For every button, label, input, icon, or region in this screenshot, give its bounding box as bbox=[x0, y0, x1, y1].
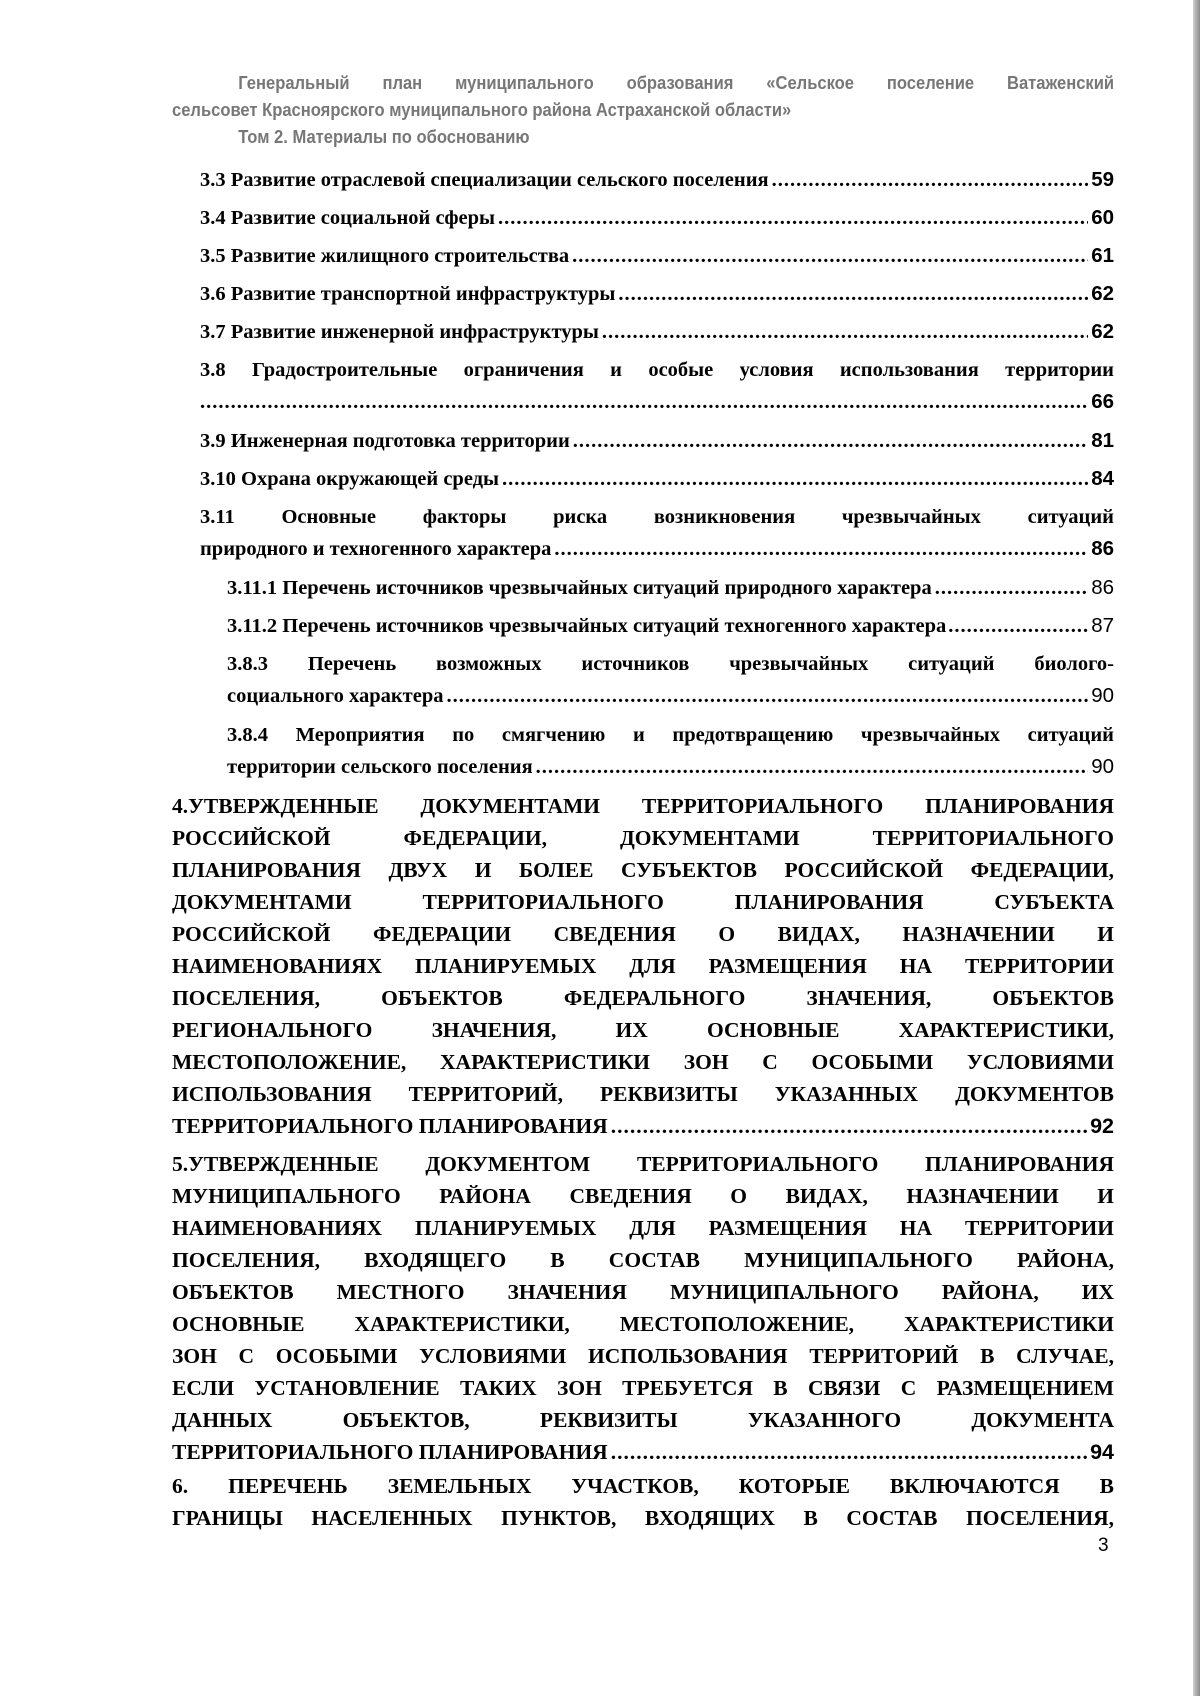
running-header bbox=[172, 70, 1115, 151]
header-line-1: Генеральный план муниципального образования «Сельское поселение Ватаженский bbox=[238, 73, 1115, 93]
toc-entry-line: ИСПОЛЬЗОВАНИЯ ТЕРРИТОРИЙ, РЕКВИЗИТЫ УКАЗАННЫХ ДОКУМЕНТОВ bbox=[172, 1082, 1114, 1106]
toc-entry-line-last: ТЕРРИТОРИАЛЬНОГО ПЛАНИРОВАНИЯ bbox=[172, 1440, 608, 1464]
toc-entry-line: НАИМЕНОВАНИЯХ ПЛАНИРУЕМЫХ ДЛЯ РАЗМЕЩЕНИЯ НА ТЕРРИТОРИИ bbox=[172, 954, 1114, 978]
toc-entry-line: ЗОН С ОСОБЫМИ УСЛОВИЯМИ ИСПОЛЬЗОВАНИЯ ТЕРРИТОРИЙ В СЛУЧАЕ, bbox=[172, 1344, 1114, 1368]
toc-entry-line: 6. ПЕРЕЧЕНЬ ЗЕМЕЛЬНЫХ УЧАСТКОВ, КОТОРЫЕ ВКЛЮЧАЮТСЯ В bbox=[172, 1474, 1114, 1498]
toc-leader bbox=[611, 1110, 1087, 1142]
toc-entry-3-8-3[interactable] bbox=[227, 648, 1114, 712]
toc-entry-line: ДОКУМЕНТАМИ ТЕРРИТОРИАЛЬНОГО ПЛАНИРОВАНИЯ СУБЪЕКТА bbox=[172, 890, 1114, 914]
toc-entry-line: ДАННЫХ ОБЪЕКТОВ, РЕКВИЗИТЫ УКАЗАННОГО ДОКУМЕНТА bbox=[172, 1408, 1114, 1432]
toc-entry-line: НАИМЕНОВАНИЯХ ПЛАНИРУЕМЫХ ДЛЯ РАЗМЕЩЕНИЯ НА ТЕРРИТОРИИ bbox=[172, 1216, 1114, 1240]
toc-entry-line: РЕГИОНАЛЬНОГО ЗНАЧЕНИЯ, ИХ ОСНОВНЫЕ ХАРАКТЕРИСТИКИ, bbox=[172, 1018, 1114, 1042]
toc-entry-line: ПОСЕЛЕНИЯ, ОБЪЕКТОВ ФЕДЕРАЛЬНОГО ЗНАЧЕНИЯ, ОБЪЕКТОВ bbox=[172, 986, 1114, 1010]
toc-page-number: 66 bbox=[1091, 390, 1114, 413]
toc-entry-4[interactable] bbox=[172, 790, 1114, 1142]
toc-entry-line: РОССИЙСКОЙ ФЕДЕРАЦИИ, ДОКУМЕНТАМИ ТЕРРИТОРИАЛЬНОГО bbox=[172, 826, 1114, 850]
header-line-3: Том 2. Материалы по обоснованию bbox=[238, 127, 530, 147]
toc-page-number: 90 bbox=[1091, 684, 1114, 707]
toc-entry-3-11[interactable] bbox=[200, 501, 1114, 565]
toc-leader bbox=[200, 386, 1088, 418]
toc-entry-title: 3.4 Развитие социальной сферы bbox=[200, 207, 496, 229]
toc-entry-3-6[interactable] bbox=[200, 278, 1114, 310]
toc-leader bbox=[573, 425, 1088, 457]
toc-entry-3-5[interactable] bbox=[200, 240, 1114, 272]
toc-leader bbox=[935, 572, 1088, 604]
toc-page-number: 60 bbox=[1091, 206, 1114, 229]
toc-leader bbox=[618, 278, 1088, 310]
toc-entry-title: 3.3 Развитие отраслевой специализации сельского поселения bbox=[200, 169, 769, 191]
toc-leader bbox=[948, 610, 1089, 642]
toc-entry-line-last: ТЕРРИТОРИАЛЬНОГО ПЛАНИРОВАНИЯ bbox=[172, 1114, 608, 1138]
toc-entry-title: 3.11.1 Перечень источников чрезвычайных ситуаций природного характера bbox=[227, 577, 932, 599]
toc-leader bbox=[447, 680, 1089, 712]
toc-entry-3-10[interactable] bbox=[200, 463, 1114, 495]
toc-entry-title: 3.9 Инженерная подготовка территории bbox=[200, 430, 570, 452]
toc-entry-title-cont: социального характера bbox=[227, 685, 444, 707]
toc-page-number: 62 bbox=[1091, 282, 1114, 305]
page-number: 3 bbox=[1098, 1535, 1109, 1556]
toc-page-number: 59 bbox=[1091, 168, 1114, 191]
toc-entry-title: 3.7 Развитие инженерной инфраструктуры bbox=[200, 321, 599, 343]
toc-entry-line: ГРАНИЦЫ НАСЕЛЕННЫХ ПУНКТОВ, ВХОДЯЩИХ В СОСТАВ ПОСЕЛЕНИЯ, bbox=[172, 1506, 1114, 1530]
toc-entry-3-11-1[interactable] bbox=[227, 572, 1114, 604]
toc-entry-line: 5.УТВЕРЖДЕННЫЕ ДОКУМЕНТОМ ТЕРРИТОРИАЛЬНОГО ПЛАНИРОВАНИЯ bbox=[172, 1152, 1114, 1176]
toc-entry-line: МУНИЦИПАЛЬНОГО РАЙОНА СВЕДЕНИЯ О ВИДАХ, НАЗНАЧЕНИИ И bbox=[172, 1184, 1114, 1208]
toc-page-number: 81 bbox=[1091, 429, 1114, 452]
toc-page-number: 84 bbox=[1091, 467, 1114, 490]
toc-leader bbox=[554, 533, 1088, 565]
toc-entry-title: 3.6 Развитие транспортной инфраструктуры bbox=[200, 283, 616, 305]
toc-entry-3-4[interactable] bbox=[200, 202, 1114, 234]
toc-entry-title-cont: территории сельского поселения bbox=[227, 756, 533, 778]
toc-entry-line: ОБЪЕКТОВ МЕСТНОГО ЗНАЧЕНИЯ МУНИЦИПАЛЬНОГО РАЙОНА, ИХ bbox=[172, 1280, 1114, 1304]
toc-entry-line: ПОСЕЛЕНИЯ, ВХОДЯЩЕГО В СОСТАВ МУНИЦИПАЛЬНОГО РАЙОНА, bbox=[172, 1248, 1114, 1272]
toc-entry-title: 3.8.3 Перечень возможных источников чрезвычайных ситуаций биолого- bbox=[227, 653, 1114, 675]
toc-entry-3-11-2[interactable] bbox=[227, 610, 1114, 642]
toc-page-number: 86 bbox=[1091, 537, 1114, 560]
toc-entry-title: 3.5 Развитие жилищного строительства bbox=[200, 245, 570, 267]
toc-page-number: 62 bbox=[1091, 320, 1114, 343]
toc-entry-title: 3.10 Охрана окружающей среды bbox=[200, 468, 500, 490]
toc-entry-line: ОСНОВНЫЕ ХАРАКТЕРИСТИКИ, МЕСТОПОЛОЖЕНИЕ, ХАРАКТЕРИСТИКИ bbox=[172, 1312, 1114, 1336]
toc-entry-3-8-4[interactable] bbox=[227, 719, 1114, 783]
toc-entry-title: 3.11.2 Перечень источников чрезвычайных ситуаций техногенного характера bbox=[227, 615, 947, 637]
toc-leader bbox=[611, 1436, 1087, 1468]
toc-entry-line: РОССИЙСКОЙ ФЕДЕРАЦИИ СВЕДЕНИЯ О ВИДАХ, НАЗНАЧЕНИИ И bbox=[172, 922, 1114, 946]
toc-entry-3-9[interactable] bbox=[200, 425, 1114, 457]
toc-entry-3-3[interactable] bbox=[200, 164, 1114, 196]
toc-page-number: 61 bbox=[1091, 244, 1114, 267]
toc-entry-title: 3.8.4 Мероприятия по смягчению и предотвращению чрезвычайных ситуаций bbox=[227, 724, 1114, 746]
toc-entry-title: 3.11 Основные факторы риска возникновения чрезвычайных ситуаций bbox=[200, 506, 1114, 528]
toc-entry-line: ПЛАНИРОВАНИЯ ДВУХ И БОЛЕЕ СУБЪЕКТОВ РОССИЙСКОЙ ФЕДЕРАЦИИ, bbox=[172, 858, 1114, 882]
toc-entry-line: ЕСЛИ УСТАНОВЛЕНИЕ ТАКИХ ЗОН ТРЕБУЕТСЯ В СВЯЗИ С РАЗМЕЩЕНИЕМ bbox=[172, 1376, 1114, 1400]
toc-page-number: 86 bbox=[1091, 576, 1114, 599]
toc-leader bbox=[772, 164, 1089, 196]
page-edge bbox=[1193, 0, 1200, 1696]
toc-entry-line: 4.УТВЕРЖДЕННЫЕ ДОКУМЕНТАМИ ТЕРРИТОРИАЛЬНОГО ПЛАНИРОВАНИЯ bbox=[172, 794, 1114, 818]
toc-entry-6[interactable] bbox=[172, 1470, 1114, 1534]
toc-leader bbox=[536, 751, 1089, 783]
toc-leader bbox=[502, 463, 1088, 495]
toc-page-number: 94 bbox=[1090, 1440, 1114, 1464]
toc-entry-3-8[interactable] bbox=[200, 354, 1114, 418]
toc-leader bbox=[602, 316, 1088, 348]
toc-entry-5[interactable] bbox=[172, 1148, 1114, 1468]
toc-leader bbox=[498, 202, 1088, 234]
toc-entry-line: МЕСТОПОЛОЖЕНИЕ, ХАРАКТЕРИСТИКИ ЗОН С ОСОБЫМИ УСЛОВИЯМИ bbox=[172, 1050, 1114, 1074]
toc-page-number: 87 bbox=[1091, 614, 1114, 637]
toc-page-number: 90 bbox=[1091, 755, 1114, 778]
header-line-2: сельсовет Красноярского муниципального района Астраханской области» bbox=[172, 100, 792, 120]
toc-leader bbox=[572, 240, 1088, 272]
toc-entry-title: 3.8 Градостроительные ограничения и особые условия использования территории bbox=[200, 359, 1114, 381]
toc-entry-title-cont: природного и техногенного характера bbox=[200, 538, 552, 560]
toc-entry-3-7[interactable] bbox=[200, 316, 1114, 348]
toc-page-number: 92 bbox=[1090, 1114, 1114, 1138]
